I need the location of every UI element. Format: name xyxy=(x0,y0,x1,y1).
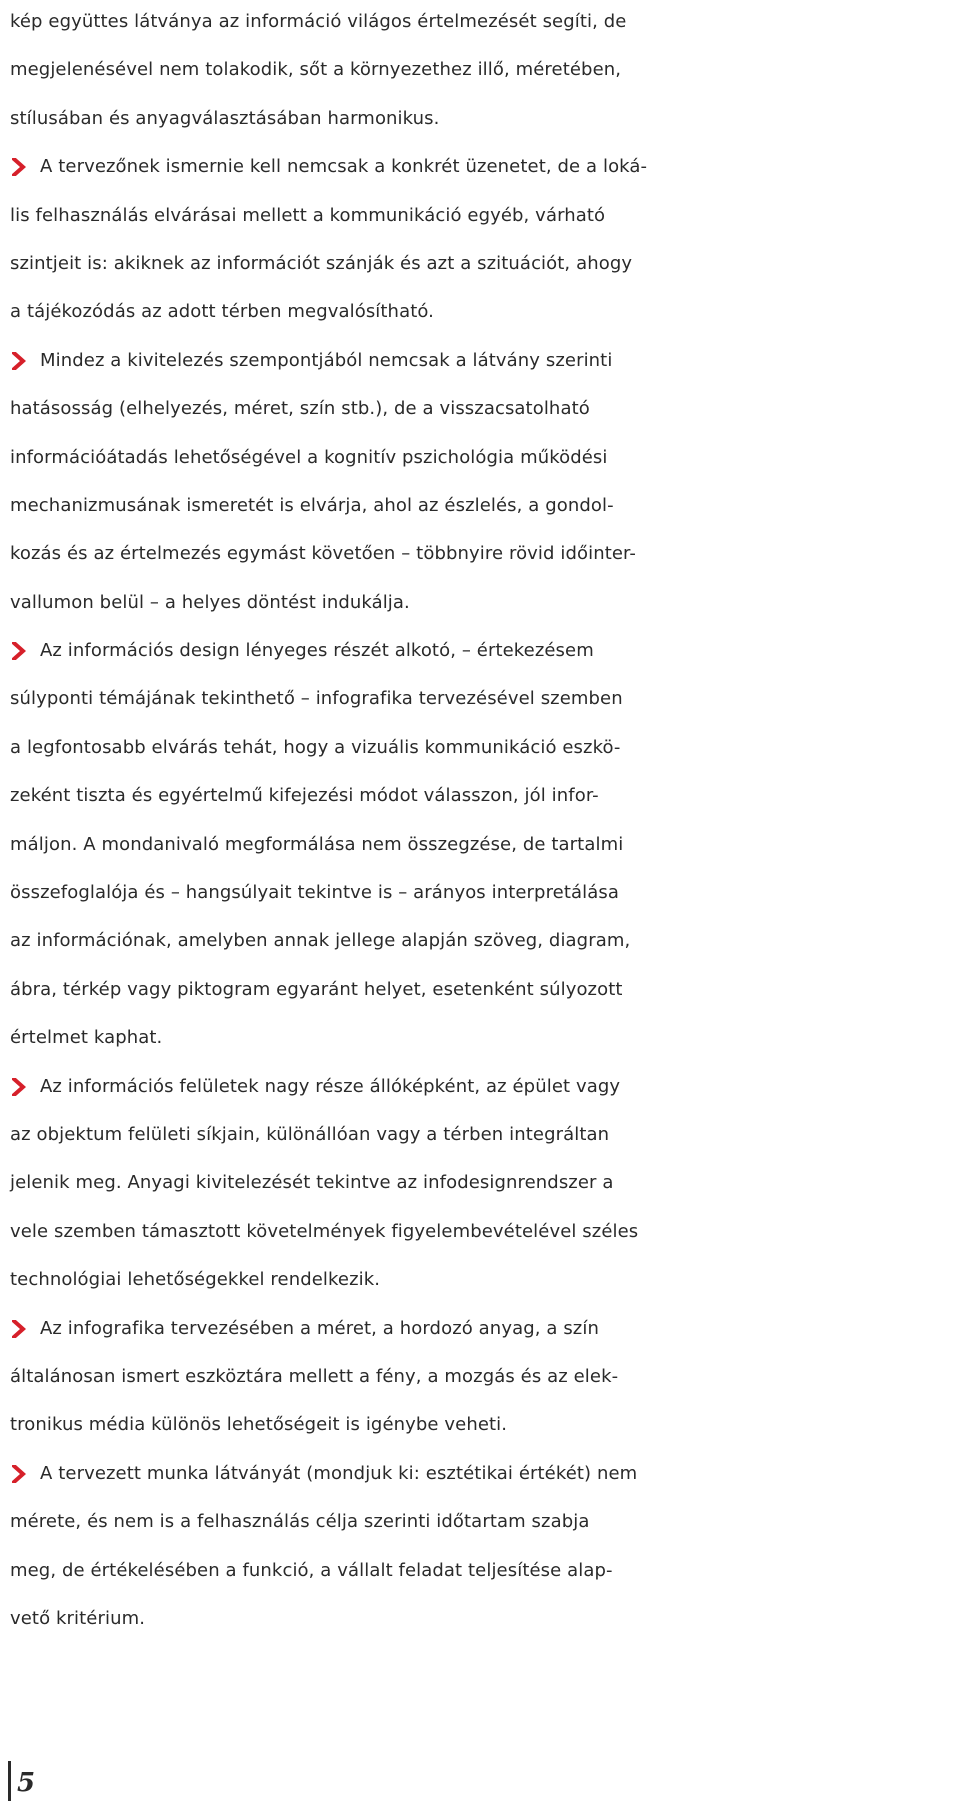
line-text: az információnak, amelyben annak jellege alapján szöveg, diagram, xyxy=(10,930,631,952)
line-text: Az információs felületek nagy része állóképként, az épület vagy xyxy=(40,1075,621,1097)
line-text: összefoglalója és – hangsúlyait tekintve is – arányos interpretálása xyxy=(10,882,619,904)
line-text: értelmet kaphat. xyxy=(10,1027,163,1049)
chevron-right-icon xyxy=(10,1063,40,1111)
text-line xyxy=(10,0,955,46)
page-number: 5 xyxy=(8,1761,35,1801)
text-line xyxy=(10,1595,955,1643)
text-line xyxy=(10,288,955,336)
text-line xyxy=(10,1111,955,1159)
text-line xyxy=(10,1159,955,1207)
line-text: Az információs design lényeges részét alkotó, – értekezésem xyxy=(40,640,594,662)
bullet-paragraph-line xyxy=(10,1450,955,1498)
line-text: technológiai lehetőségekkel rendelkezik. xyxy=(10,1269,381,1291)
text-line xyxy=(10,772,955,820)
chevron-right-icon xyxy=(10,1305,40,1353)
line-text: súlyponti témájának tekinthető – infografika tervezésével szemben xyxy=(10,688,623,710)
body-text-column xyxy=(10,0,955,1643)
line-text: szintjeit is: akiknek az információt szánják és azt a szituációt, ahogy xyxy=(10,252,633,274)
chevron-right-icon xyxy=(10,627,40,675)
line-text: jelenik meg. Anyagi kivitelezését tekintve az infodesignrendszer a xyxy=(10,1172,614,1194)
text-line xyxy=(10,1547,955,1595)
text-line xyxy=(10,385,955,433)
chevron-right-icon xyxy=(10,337,40,385)
line-text: információátadás lehetőségével a kognitív pszichológia működési xyxy=(10,446,608,468)
line-text: Mindez a kivitelezés szempontjából nemcsak a látvány szerinti xyxy=(40,349,613,371)
bullet-paragraph-line xyxy=(10,1305,955,1353)
line-text: megjelenésével nem tolakodik, sőt a környezethez illő, méretében, xyxy=(10,59,622,81)
line-text: A tervezett munka látványát (mondjuk ki: esztétikai értékét) nem xyxy=(40,1462,638,1484)
line-text: mérete, és nem is a felhasználás célja szerinti időtartam szabja xyxy=(10,1511,590,1533)
line-text: kozás és az értelmezés egymást követően – többnyire rövid időinter- xyxy=(10,543,637,565)
text-line xyxy=(10,821,955,869)
text-line xyxy=(10,482,955,530)
chevron-right-icon xyxy=(10,1450,40,1498)
line-text: hatásosság (elhelyezés, méret, szín stb.), de a visszacsatolható xyxy=(10,398,590,420)
bullet-paragraph-line xyxy=(10,627,955,675)
line-text: tronikus média különös lehetőségeit is igénybe veheti. xyxy=(10,1414,508,1436)
bullet-paragraph-line xyxy=(10,1063,955,1111)
text-line xyxy=(10,240,955,288)
text-line xyxy=(10,1498,955,1546)
text-line xyxy=(10,530,955,578)
text-line xyxy=(10,675,955,723)
text-line xyxy=(10,869,955,917)
line-text: zeként tiszta és egyértelmű kifejezési módot válasszon, jól infor- xyxy=(10,785,599,807)
line-text: mechanizmusának ismeretét is elvárja, ahol az észlelés, a gondol- xyxy=(10,494,614,516)
bullet-paragraph-line xyxy=(10,143,955,191)
line-text: az objektum felületi síkjain, különállóan vagy a térben integráltan xyxy=(10,1123,610,1145)
line-text: vallumon belül – a helyes döntést indukálja. xyxy=(10,591,410,613)
text-line xyxy=(10,1208,955,1256)
text-line xyxy=(10,434,955,482)
text-line xyxy=(10,724,955,772)
bullet-paragraph-line xyxy=(10,337,955,385)
line-text: máljon. A mondanivaló megformálása nem összegzése, de tartalmi xyxy=(10,833,624,855)
line-text: a tájékozódás az adott térben megvalósítható. xyxy=(10,301,434,323)
text-line xyxy=(10,1353,955,1401)
text-line xyxy=(10,579,955,627)
line-text: általánosan ismert eszköztára mellett a fény, a mozgás és az elek- xyxy=(10,1365,619,1387)
text-line xyxy=(10,46,955,94)
line-text: a legfontosabb elvárás tehát, hogy a vizuális kommunikáció eszkö- xyxy=(10,736,621,758)
text-line xyxy=(10,1256,955,1304)
line-text: vető kritérium. xyxy=(10,1607,146,1629)
line-text: ábra, térkép vagy piktogram egyaránt helyet, esetenként súlyozott xyxy=(10,978,623,1000)
text-line xyxy=(10,917,955,965)
chevron-right-icon xyxy=(10,143,40,191)
line-text: stílusában és anyagválasztásában harmonikus. xyxy=(10,107,440,129)
text-line xyxy=(10,95,955,143)
line-text: vele szemben támasztott követelmények figyelembevételével széles xyxy=(10,1220,639,1242)
line-text: meg, de értékelésében a funkció, a vállalt feladat teljesítése alap- xyxy=(10,1559,613,1581)
text-line xyxy=(10,192,955,240)
text-line xyxy=(10,966,955,1014)
text-line xyxy=(10,1401,955,1449)
line-text: lis felhasználás elvárásai mellett a kommunikáció egyéb, várható xyxy=(10,204,606,226)
line-text: kép együttes látványa az információ világos értelmezését segíti, de xyxy=(10,11,627,32)
text-line xyxy=(10,1014,955,1062)
line-text: A tervezőnek ismernie kell nemcsak a konkrét üzenetet, de a loká- xyxy=(40,156,648,178)
line-text: Az infografika tervezésében a méret, a hordozó anyag, a szín xyxy=(40,1317,599,1339)
